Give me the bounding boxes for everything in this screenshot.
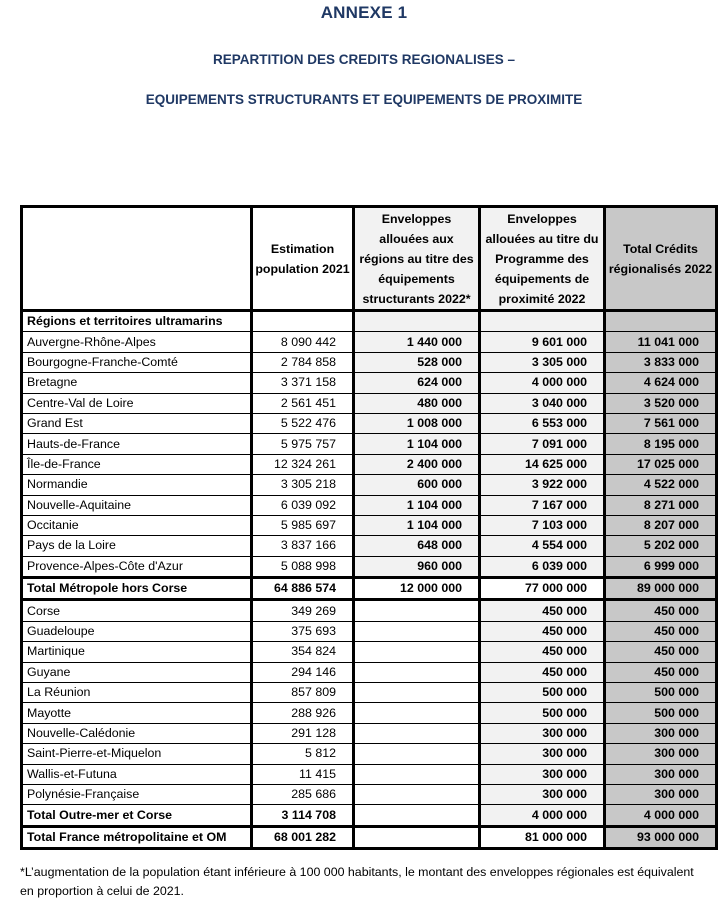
cell-name: Île-de-France: [22, 454, 252, 474]
cell-structurants: 600 000: [354, 475, 480, 495]
cell-structurants: 1 104 000: [354, 495, 480, 515]
header-region: [22, 207, 252, 311]
cell-structurants: 1 104 000: [354, 515, 480, 535]
table-row: [22, 373, 717, 393]
table-row: [22, 683, 717, 703]
cell-structurants: [354, 621, 480, 641]
cell-name: Normandie: [22, 475, 252, 495]
footnote: *L’augmentation de la population étant inférieure à 100 000 habitants, le montant des enveloppes régionales est équivalent en proportion à celui de 2021.: [20, 865, 694, 898]
table-row: [22, 764, 717, 784]
table-row: [22, 784, 717, 804]
table-row: [22, 515, 717, 535]
cell-total: 300 000: [605, 764, 717, 784]
cell-total: 8 195 000: [605, 434, 717, 454]
table-row: [22, 723, 717, 743]
cell-structurants: 1 008 000: [354, 413, 480, 433]
cell-population: 294 146: [252, 662, 354, 682]
cell-structurants: 648 000: [354, 536, 480, 556]
cell-name: Bretagne: [22, 373, 252, 393]
cell-proximite: 7 091 000: [480, 434, 605, 454]
cell-total: 450 000: [605, 621, 717, 641]
header-population: Estimation population 2021: [252, 207, 354, 311]
table-row: [22, 413, 717, 433]
cell-proximite: 300 000: [480, 784, 605, 804]
cell-name: Mayotte: [22, 703, 252, 723]
cell-population: 5 088 998: [252, 556, 354, 577]
cell-name: Polynésie-Française: [22, 784, 252, 804]
cell-total: 8 271 000: [605, 495, 717, 515]
cell-total: 450 000: [605, 662, 717, 682]
cell-name: Saint-Pierre-et-Miquelon: [22, 744, 252, 764]
cell-structurants: [354, 826, 480, 848]
cell-structurants: [354, 744, 480, 764]
cell-name: Centre-Val de Loire: [22, 393, 252, 413]
cell-proximite: 300 000: [480, 723, 605, 743]
header-total: Total Crédits régionalisés 2022: [605, 207, 717, 311]
table-row: [22, 434, 717, 454]
cell-name: Martinique: [22, 642, 252, 662]
cell-name: Total Métropole hors Corse: [22, 578, 252, 600]
cell-total: 450 000: [605, 600, 717, 621]
cell-proximite: 6 553 000: [480, 413, 605, 433]
table-row: [22, 454, 717, 474]
table-body: [22, 311, 717, 849]
table-row: [22, 703, 717, 723]
cell-total: 7 561 000: [605, 413, 717, 433]
cell-total: 89 000 000: [605, 578, 717, 600]
cell-population: 8 090 442: [252, 332, 354, 352]
cell-total: 6 999 000: [605, 556, 717, 577]
cell-population: 5 522 476: [252, 413, 354, 433]
table-row: [22, 536, 717, 556]
table-row: [22, 662, 717, 682]
cell-total: 300 000: [605, 784, 717, 804]
cell-population: 5 975 757: [252, 434, 354, 454]
cell-proximite: 500 000: [480, 683, 605, 703]
section-label: Régions et territoires ultramarins: [22, 311, 252, 332]
cell-total: 17 025 000: [605, 454, 717, 474]
cell-structurants: [354, 703, 480, 723]
cell-name: Nouvelle-Calédonie: [22, 723, 252, 743]
table-row: [22, 744, 717, 764]
subtitle-line-2: EQUIPEMENTS STRUCTURANTS ET EQUIPEMENTS DE PROXIMITE: [145, 92, 583, 107]
cell-population: 6 039 092: [252, 495, 354, 515]
cell-structurants: 2 400 000: [354, 454, 480, 474]
cell-proximite: 3 922 000: [480, 475, 605, 495]
cell-structurants: [354, 642, 480, 662]
table-row: [22, 600, 717, 621]
cell-name: Nouvelle-Aquitaine: [22, 495, 252, 515]
metro-total-row: [22, 578, 717, 600]
cell-population: 3 837 166: [252, 536, 354, 556]
cell-total: 450 000: [605, 642, 717, 662]
table-row: [22, 393, 717, 413]
cell-structurants: 528 000: [354, 352, 480, 372]
cell-proximite: 9 601 000: [480, 332, 605, 352]
cell-proximite: 81 000 000: [480, 826, 605, 848]
cell-proximite: 500 000: [480, 703, 605, 723]
cell-total: 3 520 000: [605, 393, 717, 413]
cell-name: Guadeloupe: [22, 621, 252, 641]
cell-total: 4 000 000: [605, 805, 717, 826]
grand-total-row: [22, 826, 717, 848]
cell-name: Provence-Alpes-Côte d'Azur: [22, 556, 252, 577]
cell-structurants: 12 000 000: [354, 578, 480, 600]
cell-proximite: 14 625 000: [480, 454, 605, 474]
cell-name: Corse: [22, 600, 252, 621]
table-row: [22, 495, 717, 515]
cell-name: La Réunion: [22, 683, 252, 703]
cell-structurants: 1 440 000: [354, 332, 480, 352]
cell-total: 300 000: [605, 744, 717, 764]
cell-name: Total France métropolitaine et OM: [22, 826, 252, 848]
cell-total: 3 833 000: [605, 352, 717, 372]
cell-structurants: [354, 723, 480, 743]
cell-population: 5 985 697: [252, 515, 354, 535]
cell-proximite: 450 000: [480, 642, 605, 662]
cell-proximite: 7 167 000: [480, 495, 605, 515]
cell-population: 375 693: [252, 621, 354, 641]
cell-name: Total Outre-mer et Corse: [22, 805, 252, 826]
cell-population: 12 324 261: [252, 454, 354, 474]
cell-proximite: 6 039 000: [480, 556, 605, 577]
cell-proximite: 3 040 000: [480, 393, 605, 413]
cell-proximite: 3 305 000: [480, 352, 605, 372]
cell-total: 8 207 000: [605, 515, 717, 535]
cell-structurants: 960 000: [354, 556, 480, 577]
table-row: [22, 642, 717, 662]
cell-proximite: 450 000: [480, 600, 605, 621]
cell-total: 500 000: [605, 703, 717, 723]
cell-total: 500 000: [605, 683, 717, 703]
cell-proximite: 450 000: [480, 621, 605, 641]
cell-name: Bourgogne-Franche-Comté: [22, 352, 252, 372]
section-row: [22, 311, 717, 332]
cell-proximite: 450 000: [480, 662, 605, 682]
cell-name: Pays de la Loire: [22, 536, 252, 556]
cell-population: 3 371 158: [252, 373, 354, 393]
cell-population: 288 926: [252, 703, 354, 723]
cell-name: Hauts-de-France: [22, 434, 252, 454]
cell-structurants: [354, 805, 480, 826]
cell-proximite: 77 000 000: [480, 578, 605, 600]
cell-population: 3 114 708: [252, 805, 354, 826]
cell-population: 285 686: [252, 784, 354, 804]
cell-name: Wallis-et-Futuna: [22, 764, 252, 784]
cell-name: Auvergne-Rhône-Alpes: [22, 332, 252, 352]
table-header: [22, 207, 717, 311]
header-structurants: Enveloppes allouées aux régions au titre des équipements structurants 2022*: [354, 207, 480, 311]
cell-structurants: 1 104 000: [354, 434, 480, 454]
cell-population: 68 001 282: [252, 826, 354, 848]
table-row: [22, 621, 717, 641]
cell-total: 11 041 000: [605, 332, 717, 352]
cell-population: 857 809: [252, 683, 354, 703]
table-row: [22, 332, 717, 352]
cell-proximite: 4 554 000: [480, 536, 605, 556]
cell-total: 5 202 000: [605, 536, 717, 556]
credits-table: [20, 205, 718, 850]
cell-population: 349 269: [252, 600, 354, 621]
cell-total: 4 522 000: [605, 475, 717, 495]
cell-total: 300 000: [605, 723, 717, 743]
cell-proximite: 7 103 000: [480, 515, 605, 535]
table-row: [22, 475, 717, 495]
header-proximite: Enveloppes allouées au titre du Programme des équipements de proximité 2022: [480, 207, 605, 311]
cell-population: 11 415: [252, 764, 354, 784]
cell-proximite: 4 000 000: [480, 805, 605, 826]
cell-structurants: [354, 600, 480, 621]
cell-proximite: 4 000 000: [480, 373, 605, 393]
cell-proximite: 300 000: [480, 744, 605, 764]
table-row: [22, 556, 717, 577]
cell-population: 5 812: [252, 744, 354, 764]
cell-structurants: [354, 683, 480, 703]
subtitle-line-1: REPARTITION DES CREDITS REGIONALISES –: [212, 52, 516, 67]
cell-population: 3 305 218: [252, 475, 354, 495]
annex-title: ANNEXE 1: [320, 3, 408, 22]
cell-name: Guyane: [22, 662, 252, 682]
cell-structurants: 624 000: [354, 373, 480, 393]
cell-population: 64 886 574: [252, 578, 354, 600]
cell-population: 2 784 858: [252, 352, 354, 372]
cell-structurants: [354, 764, 480, 784]
cell-structurants: 480 000: [354, 393, 480, 413]
cell-population: 2 561 451: [252, 393, 354, 413]
cell-total: 4 624 000: [605, 373, 717, 393]
cell-population: 291 128: [252, 723, 354, 743]
table-row: [22, 352, 717, 372]
cell-name: Occitanie: [22, 515, 252, 535]
cell-proximite: 300 000: [480, 764, 605, 784]
cell-structurants: [354, 784, 480, 804]
cell-name: Grand Est: [22, 413, 252, 433]
cell-population: 354 824: [252, 642, 354, 662]
om-total-row: [22, 805, 717, 826]
cell-total: 93 000 000: [605, 826, 717, 848]
cell-structurants: [354, 662, 480, 682]
